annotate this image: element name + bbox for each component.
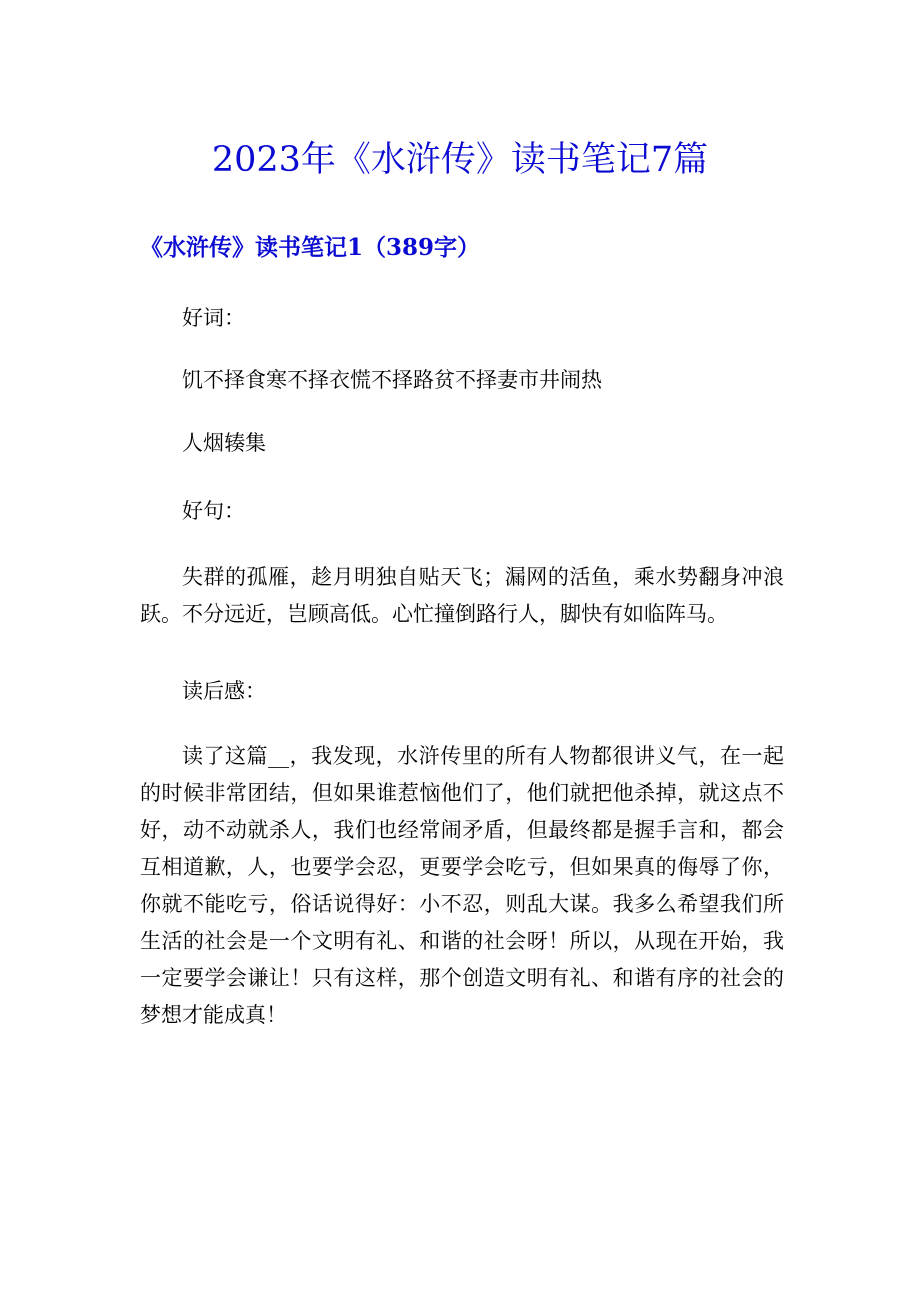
paragraph-good-words-line1: 饥不择食寒不择衣慌不择路贫不择妻市井闹热: [182, 368, 602, 392]
paragraph-reflection-label: 读后感：: [182, 679, 266, 703]
paragraph-reflection: 读了这篇__，我发现，水浒传里的所有人物都很讲义气，在一起的时候非常团结，但如果谁惹恼他们了，他们就把他杀掉，就这点不好，动不动就杀人，我们也经常闹矛盾，但最终都是握手言和，都会互相道歉，人，也要学会忍，更要学会吃亏，但如果真的侮辱了你，你就不能吃亏，俗话说得好：小不忍，则乱大谋。我多么希望我们所生活的社会是一个文明有礼、和谐的社会呀！所以，从现在开始，我一定要学会谦让！只有这样，那个创造文明有礼、和谐有序的社会的梦想才能成真！: [140, 744, 784, 1027]
section-heading: 《水浒传》读书笔记1（389字）: [140, 234, 481, 261]
paragraph-good-words-line2: 人烟辏集: [182, 431, 266, 455]
paragraph-good-sentences-label: 好句：: [182, 499, 245, 523]
document-title: 2023年《水浒传》读书笔记7篇: [211, 140, 709, 180]
paragraph-good-sentences: 失群的孤雁，趁月明独自贴天飞；漏网的活鱼，乘水势翻身冲浪跃。不分远近，岂顾高低。心忙撞倒路行人，脚快有如临阵马。: [140, 565, 784, 626]
paragraph-good-words-label: 好词：: [182, 306, 245, 330]
